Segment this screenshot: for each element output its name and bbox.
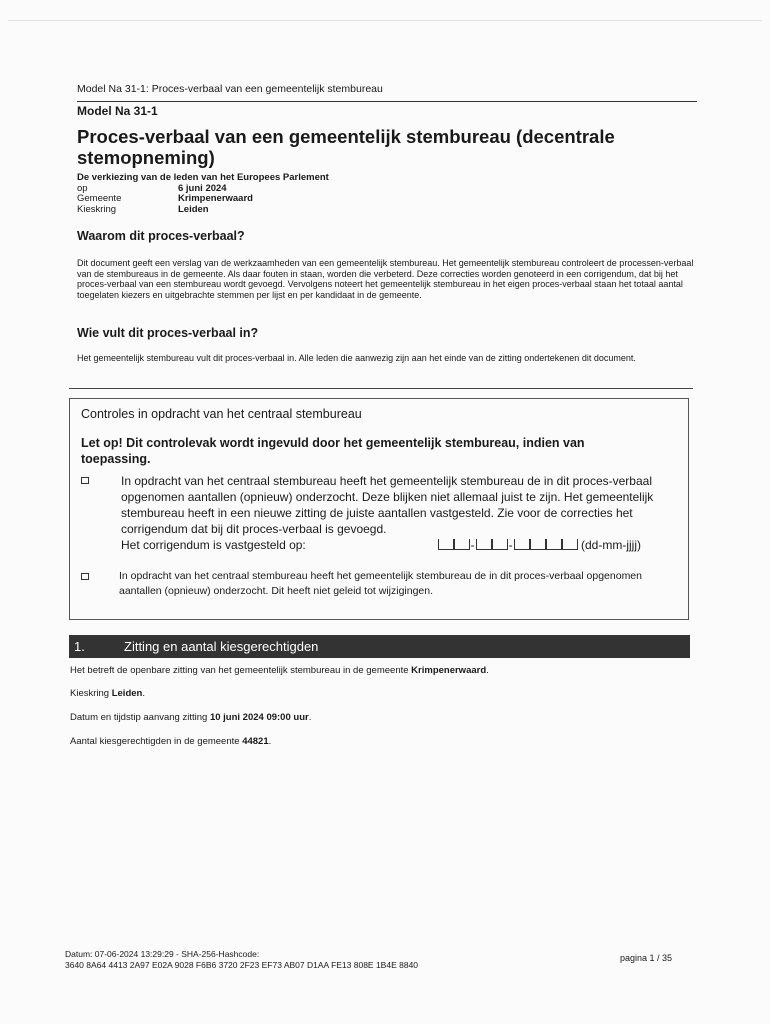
meta-value: Leiden xyxy=(178,203,209,215)
meta-key: op xyxy=(77,182,88,194)
footer-hash xyxy=(65,949,418,970)
election-meta xyxy=(77,173,329,215)
date-digit-box[interactable] xyxy=(476,539,492,550)
meta-value: Krimpenerwaard xyxy=(178,193,253,204)
date-digit-box[interactable] xyxy=(514,539,530,550)
date-format: (dd-mm-jjjj) xyxy=(581,538,641,552)
why-heading: Waarom dit proces-verbaal? xyxy=(77,229,245,243)
election-name-row xyxy=(77,173,329,184)
footer-date: Datum: 07-06-2024 13:29:29 - SHA-256-Hashcode: xyxy=(65,949,260,959)
who-heading: Wie vult dit proces-verbaal in? xyxy=(77,326,259,340)
footer-hashcode: 3640 8A64 4413 2A97 E02A 9028 F6B6 3720 2F23 EF73 AB07 D1AA FE13 808E 1B4E 8840 xyxy=(65,959,419,970)
corrections-checkbox[interactable] xyxy=(81,477,89,484)
header-divider xyxy=(77,101,697,102)
session-municipality-line: Het betreft de openbare zitting van het gemeentelijk stembureau in de gemeente Krimpenerwaard. xyxy=(70,665,489,676)
running-header: Model Na 31-1: Proces-verbaal van een gemeentelijk stembureau xyxy=(77,83,383,95)
date-entry[interactable]: - - (dd-mm-jjjj) xyxy=(438,537,641,553)
document-title: Proces-verbaal van een gemeentelijk stembureau (decentrale stemopneming) xyxy=(77,126,615,168)
date-digit-box[interactable] xyxy=(546,539,562,550)
meta-key: Kieskring xyxy=(77,203,117,215)
session-start-line: Datum en tijdstip aanvang zitting 10 juni 2024 09:00 uur. xyxy=(70,712,312,723)
controls-panel xyxy=(69,398,689,620)
control-option-corrections xyxy=(81,473,681,553)
option-text xyxy=(121,473,669,553)
meta-value: 6 juni 2024 xyxy=(178,182,227,194)
meta-row-constituency xyxy=(77,205,329,216)
why-paragraph: Dit document geeft een verslag van de werkzaamheden van een gemeentelijk stembureau. Het gemeentelijk stembureau controleert de processen-verbaal van de stembureaus in de gemeente. Als daar fouten in staan, worden die verbeterd. Deze correcties worden genoteerd in een corrigendum, dat bij het proces-verbaal van een stembureau wordt gevoegd. Vervolgens noteert het gemeentelijk stembureau in het eigen proces-verbaal staan het totaal aantal toegelaten kiezers en uitgebrachte stemmen per lijst en per kandidaat in de gemeente. xyxy=(77,258,694,300)
date-digit-box[interactable] xyxy=(454,539,470,550)
corrigendum-date-line xyxy=(121,537,641,553)
no-changes-checkbox[interactable] xyxy=(81,573,89,580)
constituency-line: Kieskring Leiden. xyxy=(70,688,145,699)
meta-key: Gemeente xyxy=(77,193,122,204)
section-divider xyxy=(69,388,693,389)
option2-text: In opdracht van het centraal stembureau heeft het gemeentelijk stembureau de in dit proces-verbaal opgenomen aantallen (opnieuw) onderzocht. Dit heeft niet geleid tot wijzigingen. xyxy=(119,570,642,597)
meta-row-municipality xyxy=(77,194,329,205)
controls-warning: Let op! Dit controlevak wordt ingevuld door het gemeentelijk stembureau, indien van toepassing. xyxy=(81,436,585,466)
section-number: 1. xyxy=(74,639,85,654)
date-digit-box[interactable] xyxy=(530,539,546,550)
model-label: Model Na 31-1 xyxy=(77,104,158,118)
scan-edge-line xyxy=(8,20,762,21)
date-digit-box[interactable] xyxy=(562,539,578,550)
date-digit-box[interactable] xyxy=(438,539,454,550)
section-title: Zitting en aantal kiesgerechtigden xyxy=(124,639,319,654)
page-number: pagina 1 / 35 xyxy=(620,953,673,963)
section-1-header xyxy=(69,635,690,658)
controls-title: Controles in opdracht van het centraal stembureau xyxy=(81,407,362,421)
election-name: De verkiezing van de leden van het Europees Parlement xyxy=(77,172,329,183)
who-paragraph: Het gemeentelijk stembureau vult dit proces-verbaal in. Alle leden die aanwezig zijn aan het einde van de zitting ondertekenen dit document. xyxy=(77,353,636,363)
eligible-voters-line: Aantal kiesgerechtigden in de gemeente 44821. xyxy=(70,736,272,747)
control-option-no-changes xyxy=(81,569,681,598)
option1-text: In opdracht van het centraal stembureau heeft het gemeentelijk stembureau de in dit proces-verbaal opgenomen aantallen (opnieuw) onderzocht. Deze blijken niet allemaal juist te zijn. Het gemeentelijk stembureau heeft in een nieuwe zitting de juiste aantallen vastgesteld. Zie voor de correcties het corrigendum dat bij dit proces-verbaal is gevoegd. xyxy=(121,474,654,536)
date-label: Het corrigendum is vastgesteld op: xyxy=(121,538,306,552)
date-digit-box[interactable] xyxy=(492,539,508,550)
